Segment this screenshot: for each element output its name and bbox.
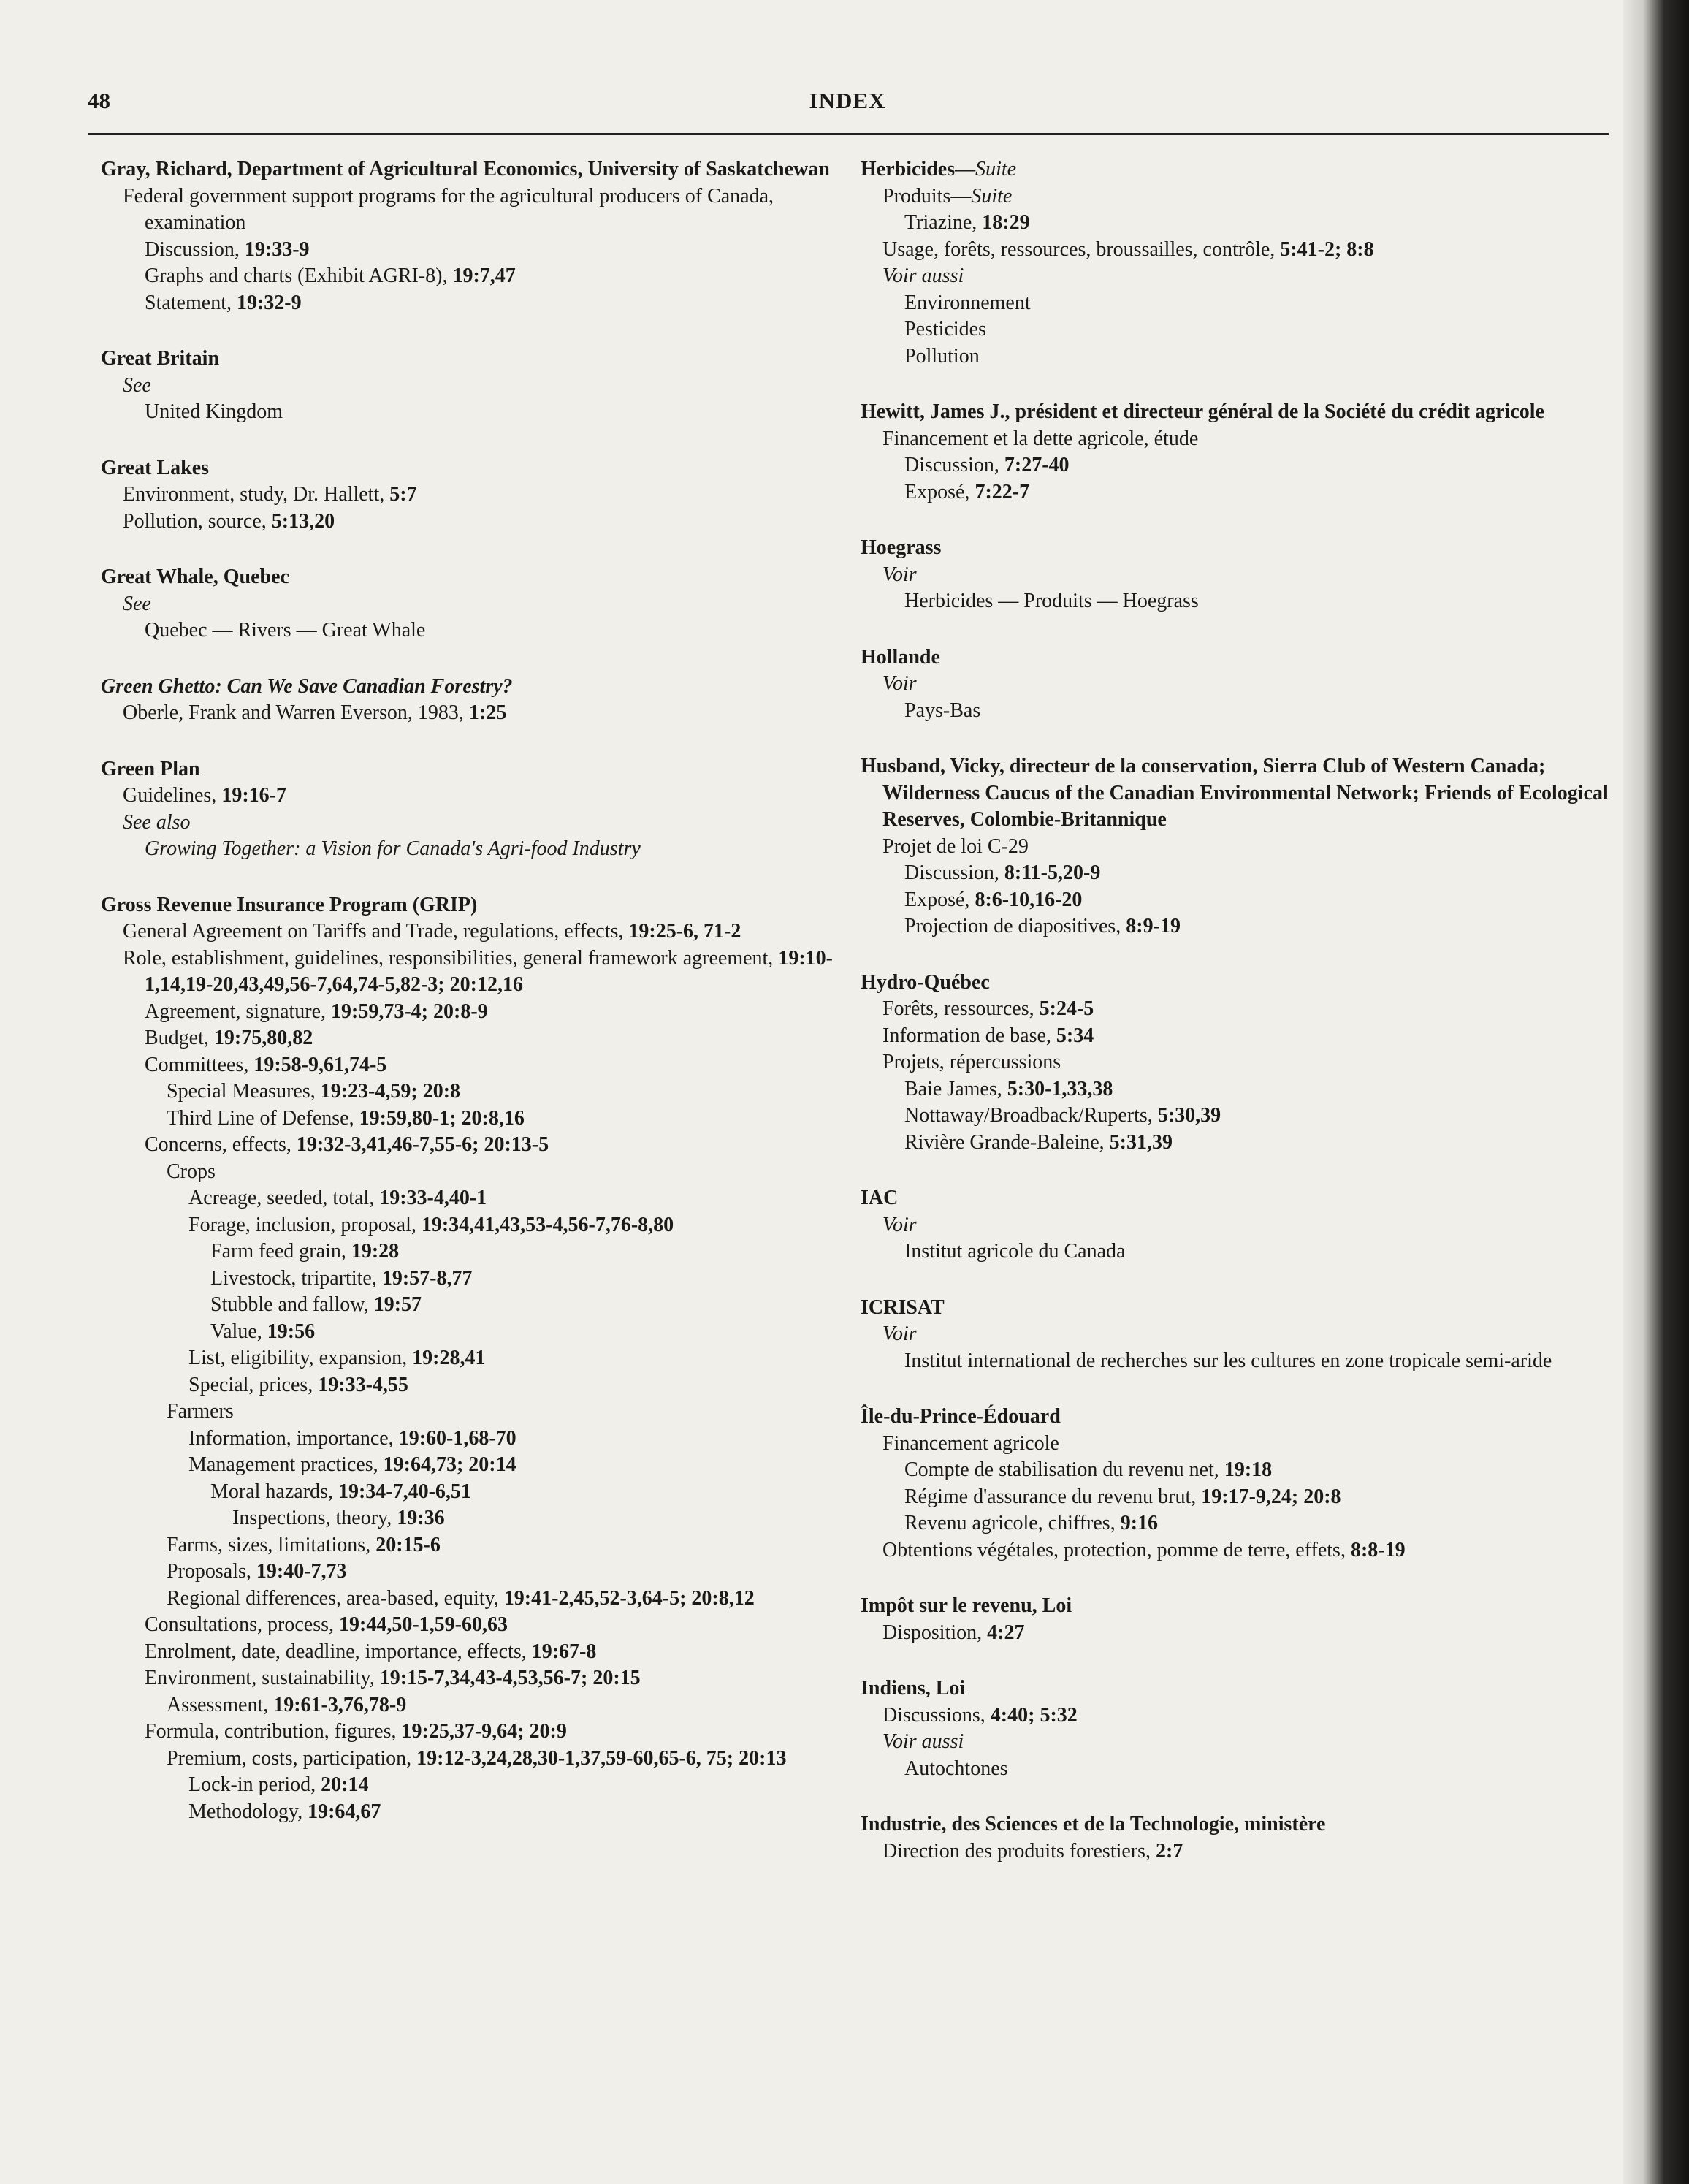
subentry	[145, 1692, 847, 1719]
subentry-text: Environment, study, Dr. Hallett,	[123, 483, 390, 506]
subentry-text: Pays-Bas	[904, 699, 981, 722]
subentry	[861, 1212, 1613, 1239]
subentry	[188, 1319, 847, 1346]
page-reference: 4:40; 5:32	[990, 1703, 1078, 1727]
entry-heading	[101, 346, 847, 373]
subentry	[167, 1452, 847, 1479]
subentry-text: Pollution, source,	[123, 509, 272, 533]
subentry-text: Special, prices,	[188, 1373, 319, 1396]
subentry	[123, 1639, 847, 1666]
subentry	[861, 1321, 1613, 1348]
subentry	[861, 1431, 1613, 1458]
subentry-text: Pollution	[904, 344, 980, 368]
subentry	[145, 1586, 847, 1613]
subentry-text: Institut international de recherches sur les cultures en zone tropicale semi-aride	[904, 1349, 1552, 1372]
page-reference: 5:34	[1056, 1024, 1094, 1047]
subentry-suffix: Suite	[971, 184, 1013, 208]
subentry-text: Consultations, process,	[145, 1613, 339, 1636]
subentry-text: Obtentions végétales, protection, pomme de terre, effets,	[882, 1538, 1351, 1561]
entry-heading-text: Industrie, des Sciences et de la Technologie, ministère	[861, 1813, 1326, 1835]
subentry	[101, 183, 847, 237]
subentry	[188, 1292, 847, 1319]
subentry	[123, 1025, 847, 1052]
page-reference: 19:32-9	[236, 291, 302, 314]
subentry	[145, 1532, 847, 1559]
entry-heading-text: Indiens, Loi	[861, 1677, 966, 1700]
page-reference: 5:13,20	[271, 509, 335, 533]
subentry-text: Farm feed grain,	[210, 1240, 351, 1263]
subentry-text: Crops	[167, 1160, 216, 1183]
page-reference: 1:25	[468, 701, 507, 724]
subentry-text: Voir	[882, 1323, 917, 1345]
subentry-text: Usage, forêts, ressources, broussailles, contrôle,	[882, 237, 1281, 261]
subentry	[123, 263, 847, 290]
subentry	[861, 1620, 1613, 1647]
entry-heading	[861, 156, 1613, 183]
page-reference: 19:40-7,73	[256, 1560, 347, 1583]
entry-heading-text: Hewitt, James J., président et directeur général de la Société du crédit agricole	[861, 400, 1544, 423]
index-entry	[861, 156, 1613, 370]
subentry-text: See	[123, 373, 151, 397]
page-reference: 19:34,41,43,53-4,56-7,76-8,80	[421, 1213, 674, 1236]
subentry-text: Environment, sustainability,	[145, 1667, 380, 1689]
page-reference: 19:17-9,24; 20:8	[1201, 1485, 1341, 1508]
page-reference: 19:28	[351, 1240, 400, 1263]
page-reference: 19:56	[267, 1320, 316, 1343]
subentry	[167, 1212, 847, 1239]
entry-heading-text: Green Plan	[101, 757, 200, 780]
page-reference: 4:27	[987, 1621, 1025, 1644]
page-reference: 19:67-8	[531, 1640, 597, 1663]
subentry-text: Triazine,	[904, 211, 983, 234]
subentry	[167, 1772, 847, 1799]
page-reference: 5:41-2; 8:8	[1280, 237, 1374, 261]
page-reference: 19:25-6, 71-2	[628, 920, 741, 943]
subentry-text: Role, establishment, guidelines, responsibilities, general framework agreement,	[123, 946, 779, 970]
subentry-text: Management practices,	[188, 1453, 384, 1476]
index-entry	[861, 753, 1613, 940]
subentry-text: Regional differences, area-based, equity,	[167, 1586, 504, 1610]
index-entry	[861, 1593, 1613, 1646]
page-reference: 19:75,80,82	[213, 1027, 313, 1049]
subentry	[861, 1838, 1613, 1865]
subentry	[101, 509, 847, 536]
subentry-text: Graphs and charts (Exhibit AGRI-8),	[145, 265, 453, 287]
page-reference: 19:57-8,77	[381, 1266, 473, 1290]
subentry-text: Voir	[882, 672, 917, 695]
subentry	[145, 1746, 847, 1773]
subentry	[145, 1399, 847, 1426]
subentry-text: Régime d'assurance du revenu brut,	[904, 1485, 1202, 1508]
subentry-text: Disposition,	[882, 1621, 988, 1644]
subentry-text: Inspections, theory,	[232, 1507, 397, 1529]
subentry-text: Herbicides — Produits — Hoegrass	[904, 590, 1199, 612]
subentry-text: Discussion,	[904, 454, 1004, 476]
subentry	[882, 913, 1613, 940]
subentry-text: Methodology,	[188, 1800, 308, 1823]
subentry-text: List, eligibility, expansion,	[188, 1347, 413, 1369]
subentry-text: Proposals,	[167, 1560, 256, 1583]
entry-heading-suffix: Suite	[975, 158, 1017, 180]
subentry-text: Federal government support programs for the agricultural producers of Canada, examination	[123, 184, 774, 234]
index-entry	[861, 970, 1613, 1157]
subentry	[861, 426, 1613, 453]
page-reference: 19:7,47	[452, 265, 516, 287]
subentry	[123, 237, 847, 264]
subentry	[882, 588, 1613, 615]
entry-heading-text: Île-du-Prince-Édouard	[861, 1405, 1061, 1428]
subentry-text: Produits—	[882, 184, 972, 208]
subentry-text: Projet de loi C-29	[882, 834, 1029, 858]
subentry-text: Revenu agricole, chiffres,	[904, 1512, 1121, 1534]
page-reference: 19:61-3,76,78-9	[273, 1693, 407, 1716]
subentry-text: Exposé,	[904, 480, 975, 503]
page-reference: 19:18	[1224, 1458, 1273, 1481]
index-column-right	[861, 156, 1613, 1894]
subentry	[861, 1702, 1613, 1730]
header-rule	[88, 133, 1609, 135]
subentry	[861, 671, 1613, 698]
subentry	[882, 860, 1613, 887]
subentry-text: Committees,	[145, 1053, 254, 1076]
page-reference: 19:34-7,40-6,51	[338, 1480, 471, 1503]
index-entry	[861, 644, 1613, 725]
entry-heading-text: Great Whale, Quebec	[101, 566, 289, 588]
subentry	[861, 183, 1613, 210]
subentry	[882, 343, 1613, 370]
page-reference: 9:16	[1120, 1512, 1159, 1534]
index-entry	[101, 346, 847, 426]
subentry	[167, 1799, 847, 1826]
subentry	[188, 1479, 847, 1506]
subentry-text: Third Line of Defense,	[167, 1106, 359, 1130]
index-entry	[861, 1185, 1613, 1266]
subentry-text: Direction des produits forestiers,	[882, 1839, 1156, 1863]
subentry	[861, 562, 1613, 589]
subentry-text: Financement agricole	[882, 1431, 1059, 1455]
subentry-text: Pesticides	[904, 318, 986, 340]
subentry-text: Growing Together: a Vision for Canada's Agri-food Industry	[145, 837, 641, 860]
page-reference: 8:8-19	[1350, 1538, 1406, 1561]
page-reference: 19:60-1,68-70	[398, 1426, 516, 1450]
subentry	[882, 479, 1613, 506]
subentry	[145, 1106, 847, 1133]
subentry-text: Autochtones	[904, 1757, 1008, 1780]
page-reference: 7:27-40	[1004, 454, 1070, 476]
subentry-text: Information, importance,	[188, 1426, 399, 1450]
page-reference: 19:10-1,14,19-20,43,49,56-7,64,74-5,82-3; 20:12,16	[145, 946, 833, 996]
subentry	[882, 452, 1613, 479]
subentry-text: Voir	[882, 563, 917, 586]
subentry-text: Lock-in period,	[188, 1773, 321, 1796]
index-entry	[101, 674, 847, 727]
subentry	[861, 834, 1613, 861]
subentry	[882, 210, 1613, 237]
subentry	[882, 1076, 1613, 1103]
entry-heading-text: Gray, Richard, Department of Agricultural Economics, University of Saskatchewan	[101, 158, 830, 180]
subentry-text: Discussion,	[145, 237, 245, 261]
subentry	[882, 887, 1613, 914]
page-reference: 19:32-3,41,46-7,55-6; 20:13-5	[296, 1133, 549, 1156]
subentry-text: Institut agricole du Canada	[904, 1240, 1126, 1263]
page-title: INDEX	[809, 88, 886, 113]
entry-heading-text: Herbicides—	[861, 158, 976, 180]
index-entry	[101, 564, 847, 644]
index-entry	[861, 1811, 1613, 1865]
entry-heading	[861, 644, 1613, 671]
page-reference: 19:15-7,34,43-4,53,56-7; 20:15	[379, 1667, 641, 1689]
subentry-text: Enrolment, date, deadline, importance, effects,	[145, 1640, 532, 1663]
subentry	[145, 1159, 847, 1186]
entry-heading-text: Husband, Vicky, directeur de la conservation, Sierra Club of Western Canada; Wilderness Caucus of the Canadian Environmental Network; Friends of Ecological Reserves, Colombie-Britannique	[861, 755, 1609, 831]
subentry-text: Livestock, tripartite,	[210, 1266, 382, 1290]
page-reference: 5:31,39	[1109, 1130, 1173, 1154]
subentry-text: Voir aussi	[882, 1730, 964, 1753]
subentry-text: Farmers	[167, 1400, 234, 1423]
page-reference: 19:58-9,61,74-5	[253, 1053, 387, 1076]
subentry-text: General Agreement on Tariffs and Trade, regulations, effects,	[123, 920, 629, 943]
page-reference: 19:59,73-4; 20:8-9	[331, 1000, 488, 1023]
entry-heading	[861, 1811, 1613, 1838]
subentry-text: Exposé,	[904, 888, 975, 911]
page-reference: 19:64,67	[308, 1800, 381, 1823]
subentry	[882, 1239, 1613, 1266]
entry-heading	[861, 1593, 1613, 1620]
subentry	[101, 783, 847, 810]
subentry	[882, 1756, 1613, 1783]
subentry	[882, 316, 1613, 343]
subentry	[123, 1132, 847, 1159]
subentry-text: Farms, sizes, limitations,	[167, 1533, 376, 1556]
index-entry	[101, 892, 847, 1826]
subentry-text: Value,	[210, 1320, 267, 1343]
subentry	[123, 999, 847, 1026]
subentry	[861, 1049, 1613, 1076]
page-reference: 19:16-7	[221, 784, 286, 807]
page-reference: 5:24-5	[1039, 997, 1094, 1020]
subentry-text: Voir	[882, 1213, 917, 1236]
entry-heading	[861, 970, 1613, 997]
subentry	[882, 1103, 1613, 1130]
entry-heading-text: Green Ghetto: Can We Save Canadian Forestry?	[101, 674, 513, 698]
page-reference: 19:25,37-9,64; 20:9	[401, 1720, 567, 1743]
page-reference: 19:36	[397, 1507, 445, 1529]
subentry	[861, 263, 1613, 290]
subentry	[167, 1185, 847, 1212]
entry-heading-text: Impôt sur le revenu, Loi	[861, 1594, 1072, 1617]
subentry	[188, 1239, 847, 1266]
entry-heading	[101, 756, 847, 783]
subentry-text: Information de base,	[882, 1024, 1056, 1047]
subentry-text: Special Measures,	[167, 1080, 321, 1103]
entry-heading	[861, 753, 1613, 834]
subentry-text: Baie James,	[904, 1077, 1007, 1100]
page-reference: 19:44,50-1,59-60,63	[339, 1613, 508, 1636]
entry-heading-text: Hydro-Québec	[861, 970, 990, 994]
entry-heading-text: ICRISAT	[861, 1295, 945, 1319]
subentry	[101, 810, 847, 837]
subentry	[145, 1559, 847, 1586]
subentry	[882, 1484, 1613, 1511]
subentry-text: Agreement, signature,	[145, 1000, 332, 1023]
page-number: 48	[88, 88, 110, 113]
subentry	[123, 1612, 847, 1639]
subentry	[101, 700, 847, 727]
index-entry	[861, 399, 1613, 506]
subentry	[210, 1505, 847, 1532]
subentry-text: United Kingdom	[145, 400, 283, 423]
page-header	[88, 88, 1607, 132]
entry-heading	[101, 892, 847, 919]
subentry	[123, 1665, 847, 1692]
subentry	[123, 1719, 847, 1746]
subentry-text: Guidelines,	[123, 784, 222, 807]
entry-heading	[861, 399, 1613, 426]
page-reference: 19:28,41	[412, 1347, 486, 1369]
subentry-text: Environnement	[904, 291, 1031, 314]
page-reference: 5:30,39	[1157, 1104, 1221, 1127]
page-reference: 2:7	[1156, 1839, 1183, 1863]
entry-heading	[861, 535, 1613, 562]
subentry-text: Forage, inclusion, proposal,	[188, 1213, 422, 1236]
entry-heading-text: Hoegrass	[861, 536, 942, 559]
subentry	[123, 617, 847, 644]
subentry	[123, 1052, 847, 1079]
entry-heading	[101, 674, 847, 701]
subentry-text: Acreage, seeded, total,	[188, 1187, 380, 1209]
subentry-text: Rivière Grande-Baleine,	[904, 1130, 1110, 1154]
subentry-text: Discussion,	[904, 861, 1004, 884]
entry-heading-text: Gross Revenue Insurance Program (GRIP)	[101, 893, 478, 916]
subentry-text: Projets, répercussions	[882, 1051, 1061, 1073]
subentry-text: Nottaway/Broadback/Ruperts,	[904, 1104, 1158, 1127]
book-spine-shadow	[1623, 0, 1689, 2184]
page-reference: 5:7	[389, 483, 417, 506]
subentry	[882, 1130, 1613, 1157]
subentry-text: Concerns, effects,	[145, 1133, 297, 1156]
subentry	[123, 290, 847, 317]
subentry-text: Statement,	[145, 291, 237, 314]
subentry	[861, 1023, 1613, 1050]
subentry	[882, 1457, 1613, 1484]
page-reference: 20:15-6	[375, 1533, 441, 1556]
entry-heading	[101, 455, 847, 482]
entry-heading	[101, 156, 847, 183]
page-reference: 19:23-4,59; 20:8	[320, 1080, 461, 1103]
subentry	[861, 237, 1613, 264]
subentry-text: Formula, contribution, figures,	[145, 1720, 402, 1743]
index-entry	[101, 455, 847, 536]
subentry	[882, 1510, 1613, 1537]
subentry	[101, 945, 847, 999]
subentry	[101, 482, 847, 509]
entry-heading-text: Great Britain	[101, 347, 220, 370]
subentry	[861, 996, 1613, 1023]
page-reference: 19:41-2,45,52-3,64-5; 20:8,12	[503, 1586, 755, 1610]
index-entry	[101, 756, 847, 863]
subentry	[167, 1372, 847, 1399]
entry-heading	[861, 1404, 1613, 1431]
subentry	[861, 1729, 1613, 1756]
subentry-text: See	[123, 592, 151, 615]
subentry	[123, 399, 847, 426]
subentry	[188, 1266, 847, 1293]
subentry	[123, 836, 847, 863]
subentry-text: Oberle, Frank and Warren Everson, 1983,	[123, 701, 469, 724]
subentry-text: Financement et la dette agricole, étude	[882, 427, 1199, 450]
page-reference: 8:6-10,16-20	[975, 888, 1083, 911]
subentry	[882, 290, 1613, 317]
subentry	[101, 918, 847, 945]
subentry-text: Premium, costs, participation,	[167, 1746, 417, 1770]
page-reference: 5:30-1,33,38	[1007, 1077, 1113, 1100]
subentry	[101, 591, 847, 618]
page-reference: 19:33-4,55	[318, 1373, 408, 1396]
page-reference: 7:22-7	[975, 480, 1030, 503]
subentry	[861, 1537, 1613, 1564]
page-reference: 8:11-5,20-9	[1004, 861, 1101, 884]
page-reference: 19:12-3,24,28,30-1,37,59-60,65-6, 75; 20:13	[416, 1746, 787, 1770]
subentry	[145, 1078, 847, 1106]
index-entry	[101, 156, 847, 316]
entry-heading	[861, 1185, 1613, 1212]
entry-heading	[861, 1675, 1613, 1702]
subentry-text: Budget,	[145, 1027, 214, 1049]
subentry-text: Projection de diapositives,	[904, 915, 1126, 937]
subentry-text: Forêts, ressources,	[882, 997, 1040, 1020]
page-reference: 19:59,80-1; 20:8,16	[359, 1106, 525, 1130]
page-reference: 19:64,73; 20:14	[383, 1453, 516, 1476]
index-entry	[861, 535, 1613, 615]
index-entry	[861, 1295, 1613, 1375]
page-reference: 19:33-4,40-1	[379, 1187, 487, 1209]
subentry-text: Discussions,	[882, 1703, 991, 1727]
subentry-text: See also	[123, 810, 191, 834]
subentry	[882, 1348, 1613, 1375]
index-entry	[861, 1675, 1613, 1782]
page-reference: 20:14	[321, 1773, 369, 1796]
subentry	[882, 698, 1613, 725]
subentry-text: Assessment,	[167, 1693, 274, 1716]
subentry-text: Voir aussi	[882, 265, 964, 287]
page-reference: 19:57	[373, 1293, 422, 1316]
entry-heading-text: IAC	[861, 1187, 899, 1209]
index-entry	[861, 1404, 1613, 1564]
page-reference: 18:29	[982, 211, 1030, 234]
page-reference: 8:9-19	[1126, 915, 1181, 937]
page-reference: 19:33-9	[244, 237, 310, 261]
subentry	[167, 1345, 847, 1372]
subentry	[101, 373, 847, 400]
subentry-text: Quebec — Rivers — Great Whale	[145, 619, 426, 642]
entry-heading	[101, 564, 847, 591]
index-column-left	[101, 156, 847, 1854]
subentry	[167, 1426, 847, 1453]
entry-heading	[861, 1295, 1613, 1322]
entry-heading-text: Hollande	[861, 645, 940, 669]
subentry-text: Compte de stabilisation du revenu net,	[904, 1458, 1224, 1481]
subentry-text: Stubble and fallow,	[210, 1293, 374, 1316]
entry-heading-text: Great Lakes	[101, 456, 210, 479]
subentry-text: Moral hazards,	[210, 1480, 338, 1503]
